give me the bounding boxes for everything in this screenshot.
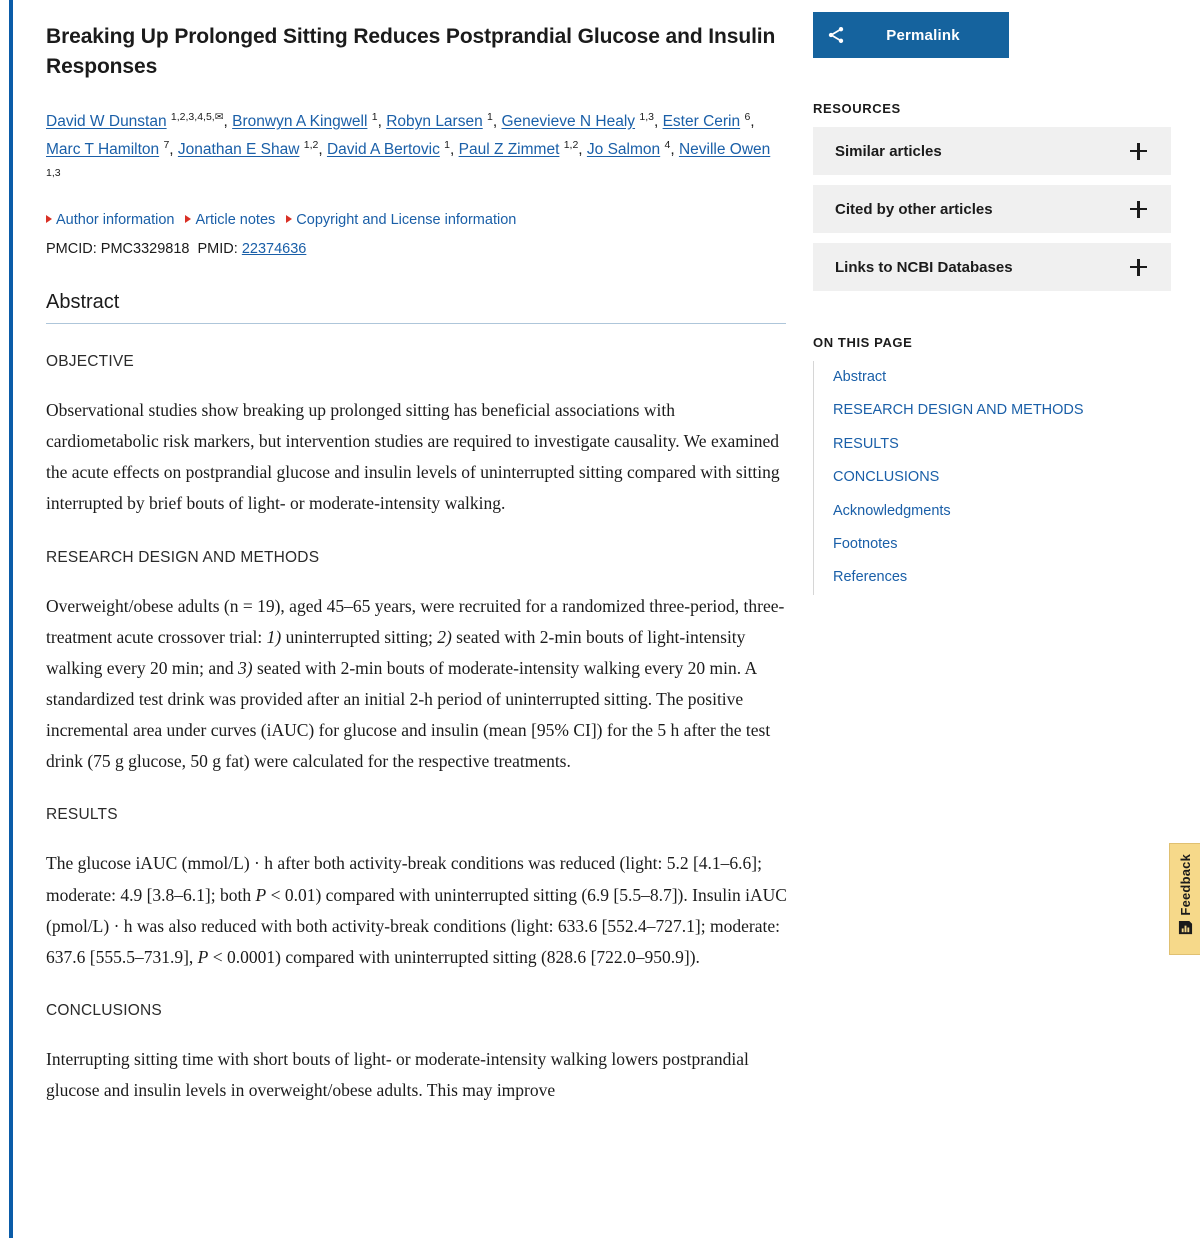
author-link[interactable]: Jonathan E Shaw [177,140,300,158]
author-link[interactable]: Bronwyn A Kingwell [232,112,368,130]
author-link[interactable]: Genevieve N Healy [501,112,636,130]
author-affiliation-superscript: 1 [444,138,450,151]
resource-accordion-row[interactable] [813,243,1171,291]
author-affiliation-superscript: 1,2 [563,138,579,151]
feedback-label: Feedback [1177,853,1193,916]
article-meta-links [46,210,788,232]
triangle-right-icon [185,215,191,223]
author-separator: , [653,112,663,130]
plus-icon[interactable] [1130,143,1147,160]
on-this-page-link[interactable]: Footnotes [833,535,898,552]
feedback-tab[interactable] [1169,843,1200,955]
pmcid-label: PMCID: [46,240,97,257]
meta-link[interactable] [286,212,516,228]
author-link[interactable]: David W Dunstan [46,112,167,130]
triangle-right-icon [286,215,292,223]
abstract-body [46,353,788,1106]
pmcid-value: PMC3329818 [100,240,190,257]
pmid-link[interactable]: 22374636 [241,240,307,257]
plus-icon[interactable] [1130,259,1147,276]
resource-accordion-label: Similar articles [835,142,942,160]
author-link[interactable]: Ester Cerin [662,112,741,130]
resources-accordion [813,127,1171,291]
author-affiliation-superscript: 7 [163,138,170,151]
on-this-page-link[interactable]: Abstract [833,369,887,385]
author-affiliation-superscript: 1,3 [46,166,61,179]
article-main-column [46,22,788,1106]
author-separator: , [223,112,233,130]
author-list [46,108,788,193]
author-separator: , [750,112,755,130]
author-separator: , [670,140,679,158]
meta-link[interactable] [185,212,275,228]
author-affiliation-superscript: 1,3 [639,110,654,123]
author-affiliation-superscript: 4 [664,138,671,151]
author-link[interactable]: Marc T Hamilton [46,140,160,158]
plus-icon[interactable] [1130,201,1147,218]
abstract-section-text: Overweight/obese adults (n = 19), aged 45–65 years, were recruited for a randomized three-period, three-treatment acute crossover trial: 1) uninterrupted sitting; 2) seated with 2-min bouts of light-intensity walking every 20 min; and 3) seated with 2-min bouts of moderate-intensity walking every 20 min. A standardized test drink was provided after an initial 2-h period of uninterrupted sitting. The positive incremental area under curves (iAUC) for glucose and insulin (mean [95% CI]) for the 5 h after the test drink (75 g glucose, 50 g fat) were calculated for the respective treatments. [46,595,785,772]
chart-bars-icon [1178,920,1193,940]
on-this-page-link[interactable]: Acknowledgments [833,502,951,519]
abstract-section-heading: RESEARCH DESIGN AND METHODS [46,548,320,566]
author-link[interactable]: Paul Z Zimmet [458,140,560,158]
resource-accordion-row[interactable] [813,127,1171,175]
author-affiliation-superscript: 1 [487,110,493,123]
meta-link-label: Author information [56,212,175,229]
author-affiliation-superscript: 1 [371,110,378,123]
author-separator: , [492,112,502,130]
share-icon [813,25,859,45]
meta-link-label: Article notes [195,212,276,229]
author-separator: , [169,140,178,158]
on-this-page-heading: ON THIS PAGE [813,335,913,350]
author-separator: , [377,112,387,130]
triangle-right-icon [46,215,52,223]
on-this-page-link[interactable]: References [833,569,908,586]
author-link[interactable]: Jo Salmon [586,140,661,158]
abstract-section-heading: RESULTS [46,806,118,824]
abstract-section-text: Observational studies show breaking up prolonged sitting has beneficial associations with cardiometabolic risk markers, but intervention studies are required to investigate causality. We examined the acute effects on postprandial glucose and insulin levels of uninterrupted sitting compared with sitting interrupted by brief bouts of light- or moderate-intensity walking. [46,399,780,514]
abstract-section-text: Interrupting sitting time with short bouts of light- or moderate-intensity walking lowers postprandial glucose and insulin levels in overweight/obese adults. This may improve [46,1048,749,1101]
author-separator: , [318,140,327,158]
permalink-label: Permalink [886,26,960,44]
author-link[interactable]: David A Bertovic [326,140,440,158]
author-link[interactable]: Neville Owen [678,140,771,158]
author-affiliation-superscript: 1,2,3,4,5,✉ [170,110,224,123]
abstract-section-heading: CONCLUSIONS [46,1001,162,1019]
author-affiliation-superscript: 1,2 [303,138,319,151]
author-separator: , [449,140,459,158]
meta-link-label: Copyright and License information [296,212,517,229]
abstract-section-heading: OBJECTIVE [46,352,134,370]
author-separator: , [578,140,587,158]
resource-accordion-row[interactable] [813,185,1171,233]
page-title: Breaking Up Prolonged Sitting Reduces Postprandial Glucose and Insulin Responses [46,25,776,78]
article-identifiers [46,241,788,257]
article-sidebar [813,12,1171,595]
resource-accordion-label: Cited by other articles [835,200,993,218]
resource-accordion-label: Links to NCBI Databases [835,258,1013,276]
author-affiliation-superscript: 6 [744,110,751,123]
permalink-button[interactable] [813,12,1009,58]
on-this-page-link[interactable]: RESEARCH DESIGN AND METHODS [833,402,1084,419]
on-this-page-link[interactable]: RESULTS [833,435,899,452]
pmid-label: PMID: [197,240,238,257]
on-this-page-link[interactable]: CONCLUSIONS [833,469,940,486]
meta-link[interactable] [46,212,174,228]
resources-heading: RESOURCES [813,101,901,116]
abstract-section-text: The glucose iAUC (mmol/L) · h after both activity-break conditions was reduced (light: 5.2 [4.1–6.6]; moderate: 4.9 [3.8–6.1]; both P < 0.01) compared with uninterrupted sitting (6.9 [5.5–8.7]). Insulin iAUC (pmol/L) · h was also reduced with both activity-break conditions (light: 633.6 [552.4–727.1]; moderate: 637.6 [555.5–731.9], P < 0.0001) compared with uninterrupted sitting (828.6 [722.0–950.9]). [46,853,787,967]
abstract-heading: Abstract [46,291,786,324]
on-this-page-nav [813,361,1171,595]
author-link[interactable]: Robyn Larsen [386,112,483,130]
